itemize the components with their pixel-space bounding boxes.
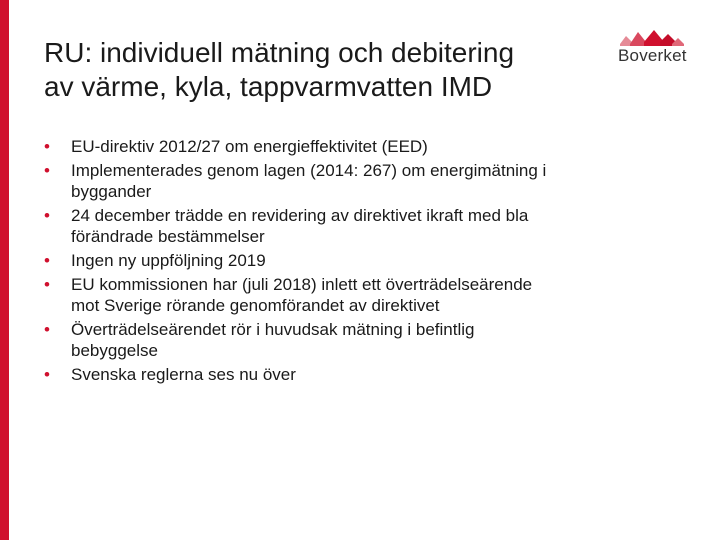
left-accent-bar	[0, 0, 9, 540]
list-item: • Implementerades genom lagen (2014: 267) om energimätning i byggander	[44, 161, 547, 201]
list-item: • EU-direktiv 2012/27 om energieffektivitet (EED)	[44, 137, 428, 156]
bullet-dot-icon: •	[44, 320, 50, 339]
bullet-dot-icon: •	[44, 365, 50, 384]
list-item: • Svenska reglerna ses nu över	[44, 365, 296, 384]
bullet-dot-icon: •	[44, 137, 50, 156]
bullet-dot-icon: •	[44, 251, 50, 270]
list-item: • Överträdelseärendet rör i huvudsak mätning i befintlig bebyggelse	[44, 320, 475, 360]
list-item: • 24 december trädde en revidering av direktivet ikraft med bla förändrade bestämmelser	[44, 206, 529, 246]
logo-wordmark: Boverket	[618, 46, 687, 65]
bullet-dot-icon: •	[44, 206, 50, 225]
bullet-dot-icon: •	[44, 275, 50, 294]
houses-roofline-icon	[616, 22, 692, 48]
title-line-1: RU: individuell mätning och debitering	[44, 37, 515, 68]
boverket-logo	[616, 22, 692, 70]
title-line-2: av värme, kyla, tappvarmvatten IMD	[44, 71, 493, 102]
slide-title	[44, 36, 584, 104]
bullet-dot-icon: •	[44, 161, 50, 180]
bullet-list	[44, 136, 564, 388]
list-item: • EU kommissionen har (juli 2018) inlett ett överträdelseärende mot Sverige rörande genomförandet av direktivet	[44, 275, 533, 315]
list-item: • Ingen ny uppföljning 2019	[44, 251, 266, 270]
